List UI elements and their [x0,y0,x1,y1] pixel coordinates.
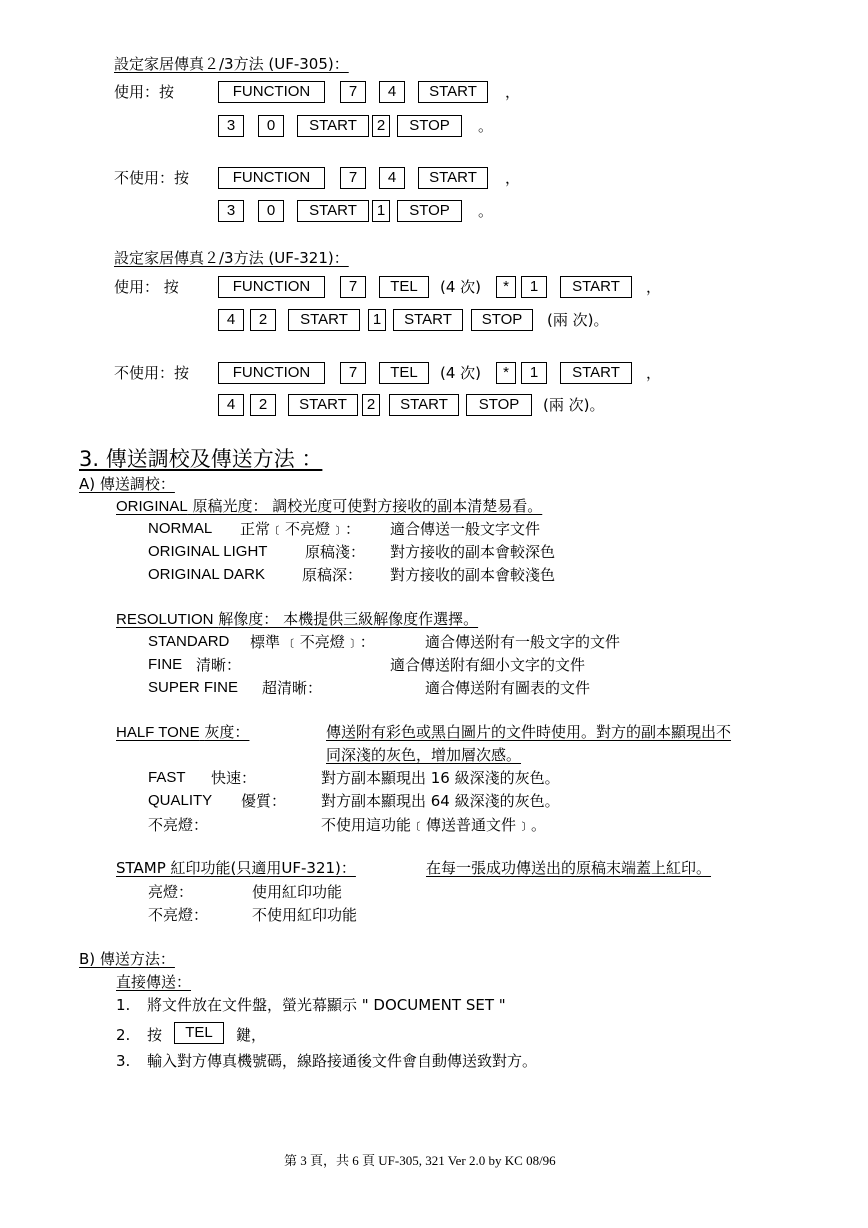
key-function: FUNCTION [218,81,325,103]
key-stop: STOP [397,200,462,222]
uf305-title: 設定家居傳真２/3方法 (UF-305)： [114,55,349,73]
key-1: 1 [372,200,390,222]
resolution-row-en: SUPER FINE [148,679,239,696]
uf321-nouse-label: 不使用：按 [114,364,190,382]
resolution-row-zh: 清晰： [196,656,242,674]
original-row-desc: 適合傳送一般文字文件 [390,520,541,538]
key-7: 7 [340,362,366,384]
key-start: START [297,200,369,222]
step-text: 輸入對方傳真機號碼，線路接通後文件會自動傳送致對方。 [147,1052,538,1070]
key-3: 3 [218,200,244,222]
uf305-use-label: 使用：按 [114,83,175,101]
original-row-desc: 對方接收的副本會較淺色 [390,566,556,584]
key-2: 2 [250,394,276,416]
original-row-en: ORIGINAL DARK [148,566,265,583]
resolution-row-desc: 適合傳送附有圖表的文件 [425,679,591,697]
key-1: 1 [368,309,386,331]
key-start: START [560,362,632,384]
key-3: 3 [218,115,244,137]
original-row-en: NORMAL [148,520,213,537]
key-stop: STOP [466,394,532,416]
halftone-row-desc: 對方副本顯現出 16 級深淺的灰色。 [321,769,560,787]
uf305-nouse-label: 不使用：按 [114,169,190,187]
original-row-zh: 正常﹝不亮燈﹞： [240,520,361,538]
key-function: FUNCTION [218,276,325,298]
key-start: START [389,394,459,416]
key-tel: TEL [174,1022,224,1044]
step-text: 鍵， [236,1026,267,1044]
a-heading: A) 傳送調校： [79,475,175,493]
resolution-row-desc: 適合傳送附有細小文字的文件 [390,656,586,674]
halftone-row-en: FAST [148,769,186,786]
key-7: 7 [340,167,366,189]
key-function: FUNCTION [218,167,325,189]
key-4: 4 [218,309,244,331]
stamp-row-desc: 不使用紅印功能 [252,906,358,924]
key-4: 4 [379,81,405,103]
key-4: 4 [379,167,405,189]
halftone-row-zh: 快速： [211,769,257,787]
key-2: 2 [372,115,390,137]
halftone-row-desc: 對方副本顯現出 64 級深淺的灰色。 [321,792,560,810]
key-function: FUNCTION [218,362,325,384]
key-2: 2 [250,309,276,331]
key-7: 7 [340,81,366,103]
key-star: * [496,276,516,298]
uf321-title: 設定家居傳真２/3方法 (UF-321)： [114,249,349,267]
halftone-row-en: QUALITY [148,792,213,809]
resolution-row-en: STANDARD [148,633,230,650]
period: 。 [478,117,494,135]
stamp-row-zh: 不亮燈： [148,906,209,924]
step-number: 3. [116,1052,131,1070]
original-row-zh: 原稿深： [302,566,363,584]
halftone-zh: 灰度： [204,723,250,741]
halftone-en: HALF TONE [116,724,200,741]
halftone-row-desc: 不使用這功能﹝傳送普通文件﹞。 [321,816,547,834]
halftone-desc-line2: 同深淺的灰色，增加層次感。 [326,746,522,764]
uf321-use-label: 使用： 按 [114,278,179,296]
step-number: 1. [116,996,131,1014]
key-start: START [393,309,463,331]
key-1: 1 [521,276,547,298]
key-0: 0 [258,200,284,222]
key-1: 1 [521,362,547,384]
resolution-heading [116,610,478,629]
b-heading: B) 傳送方法： [79,950,175,968]
direct-send-heading: 直接傳送： [116,973,192,991]
halftone-desc-line1: 傳送附有彩色或黑白圖片的文件時使用。對方的副本顯現出不 [326,723,732,741]
period: 。 [478,202,494,220]
halftone-row-zh: 優質： [241,792,287,810]
original-en: ORIGINAL [116,498,188,515]
stamp-desc: 在每一張成功傳送出的原稿末端蓋上紅印。 [426,859,712,877]
key-star: * [496,362,516,384]
original-heading [116,497,542,516]
resolution-row-en: FINE [148,656,183,673]
step-text: 按 [147,1026,163,1044]
original-zh: 原稿光度： 調校光度可使對方接收的副本清楚易看。 [192,497,543,515]
halftone-heading [116,723,249,742]
times-4: (4 次) [440,364,482,382]
key-start: START [288,309,360,331]
key-tel: TEL [379,362,429,384]
key-start: START [418,167,488,189]
stamp-row-desc: 使用紅印功能 [252,883,343,901]
original-row-zh: 原稿淺： [305,543,366,561]
times-4: (4 次) [440,278,482,296]
resolution-row-zh: 超清晰： [262,679,323,697]
resolution-zh: 解像度： 本機提供三級解像度作選擇。 [218,610,479,628]
resolution-en: RESOLUTION [116,611,214,628]
step-text: 將文件放在文件盤，螢光幕顯示 " DOCUMENT SET " [147,996,506,1014]
key-stop: STOP [397,115,462,137]
key-start: START [297,115,369,137]
step-number: 2. [116,1026,131,1044]
resolution-row-zh: 標準 ﹝不亮燈﹞： [250,633,375,651]
halftone-row-zh: 不亮燈： [148,816,209,834]
key-2: 2 [362,394,380,416]
key-start: START [288,394,358,416]
section3-heading: 3. 傳送調校及傳送方法 ： [79,447,323,471]
comma: ， [646,278,662,296]
key-tel: TEL [379,276,429,298]
key-stop: STOP [471,309,533,331]
resolution-row-desc: 適合傳送附有一般文字的文件 [425,633,621,651]
key-start: START [560,276,632,298]
comma: ， [505,169,521,187]
twice: (兩 次)。 [543,396,605,414]
stamp-row-zh: 亮燈： [148,883,194,901]
comma: ， [646,364,662,382]
comma: ， [505,83,521,101]
key-7: 7 [340,276,366,298]
original-row-desc: 對方接收的副本會較深色 [390,543,556,561]
page-footer: 第 3 頁，共 6 頁 UF-305, 321 Ver 2.0 by KC 08/96 [284,1153,556,1168]
key-start: START [418,81,488,103]
key-0: 0 [258,115,284,137]
key-4: 4 [218,394,244,416]
twice: (兩 次)。 [547,311,609,329]
original-row-en: ORIGINAL LIGHT [148,543,268,560]
stamp-heading: STAMP 紅印功能(只適用UF-321)： [116,859,356,877]
